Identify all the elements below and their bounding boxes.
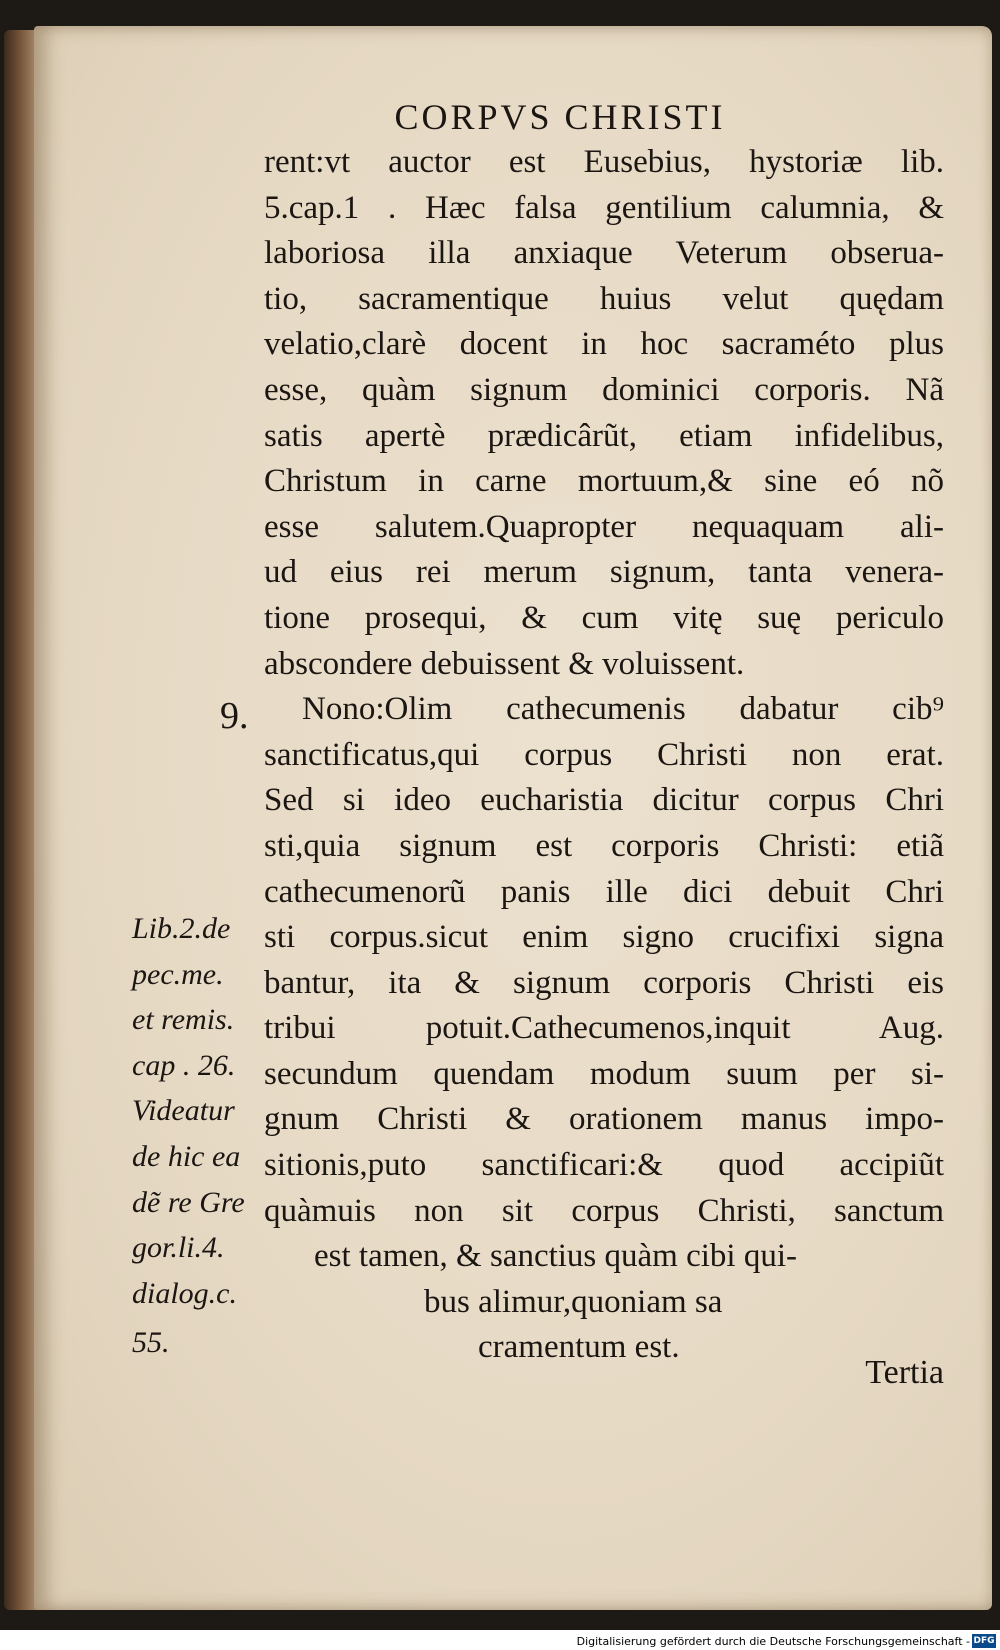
main-text-block [264,140,944,1371]
margin-note-line: Lib.2.de [132,912,231,945]
digitization-footer [0,1630,1000,1650]
text-line: esse salutem.Quapropter nequaquam ali- [264,508,944,545]
text-line: cramentum est. [478,1329,680,1366]
text-line: bantur, ita & signum corporis Christi eis [264,964,944,1001]
margin-note [132,906,260,1366]
text-line: sti corpus.sicut enim signo crucifixi signa [264,919,944,956]
paragraph-start-line: Nono:Olim cathecumenis dabatur cib⁹ [302,691,944,728]
text-line: velatio,clarè docent in hoc sacraméto plus [264,326,944,363]
dfg-logo-icon: DFG [973,1636,995,1646]
text-line: sti,quia signum est corporis Christi: etiã [264,827,944,864]
running-head: CORPVS CHRISTI [394,97,726,137]
margin-note-line: dialog.c. [132,1276,237,1310]
text-line: tione prosequi, & cum vitę suę periculo [264,599,944,636]
section-number: 9. [220,695,249,737]
funding-credit: Digitalisierung gefördert durch die Deutsche Forschungsgemeinschaft - [576,1635,970,1648]
text-line: sanctificatus,qui corpus Christi non erat. [264,736,944,773]
margin-note-line: cap . 26. [132,1048,236,1082]
text-line: cathecumenorũ panis ille dici debuit Chri [264,873,944,910]
text-line: bus alimur,quoniam sa [424,1283,723,1320]
text-line: est tamen, & sanctius quàm cibi qui- [314,1238,797,1275]
text-line: abscondere debuissent & voluissent. [264,645,745,682]
margin-note-line: Videatur [132,1094,235,1128]
catchword: Tertia [865,1354,944,1391]
text-line: sitionis,puto sanctificari:& quod accipiũt [264,1147,944,1184]
text-line: laboriosa illa anxiaque Veterum obserua- [264,235,944,272]
text-line: esse, quàm signum dominici corporis. Nã [264,371,944,408]
text-line: Christum in carne mortuum,& sine eó nõ [264,463,944,500]
text-line: quàmuis non sit corpus Christi, sanctum [264,1192,944,1229]
margin-note-line: gor.li.4. [132,1231,225,1265]
text-line: secundum quendam modum suum per si- [264,1055,944,1092]
text-line: tribui potuit.Cathecumenos,inquit Aug. [264,1010,944,1047]
text-line: rent:vt auctor est Eusebius, hystoriæ lib. [264,144,944,180]
margin-note-line: 55. [132,1326,170,1360]
margin-note-line: pec.me. [132,957,224,991]
text-line: satis apertè prædicârũt, etiam infidelibus, [264,417,944,454]
margin-note-line: et remis. [132,1003,235,1037]
margin-note-line: dẽ re Gre [132,1185,245,1219]
margin-note-line: de hic ea [132,1139,241,1173]
text-line: 5.cap.1 . Hæc falsa gentilium calumnia, & [264,189,944,226]
text-line: tio, sacramentique huius velut quędam [264,280,944,317]
text-line: ud eius rei merum signum, tanta venera- [264,554,944,591]
text-line: Sed si ideo eucharistia dicitur corpus Chri [264,782,944,819]
text-line: gnum Christi & orationem manus impo- [264,1101,944,1138]
